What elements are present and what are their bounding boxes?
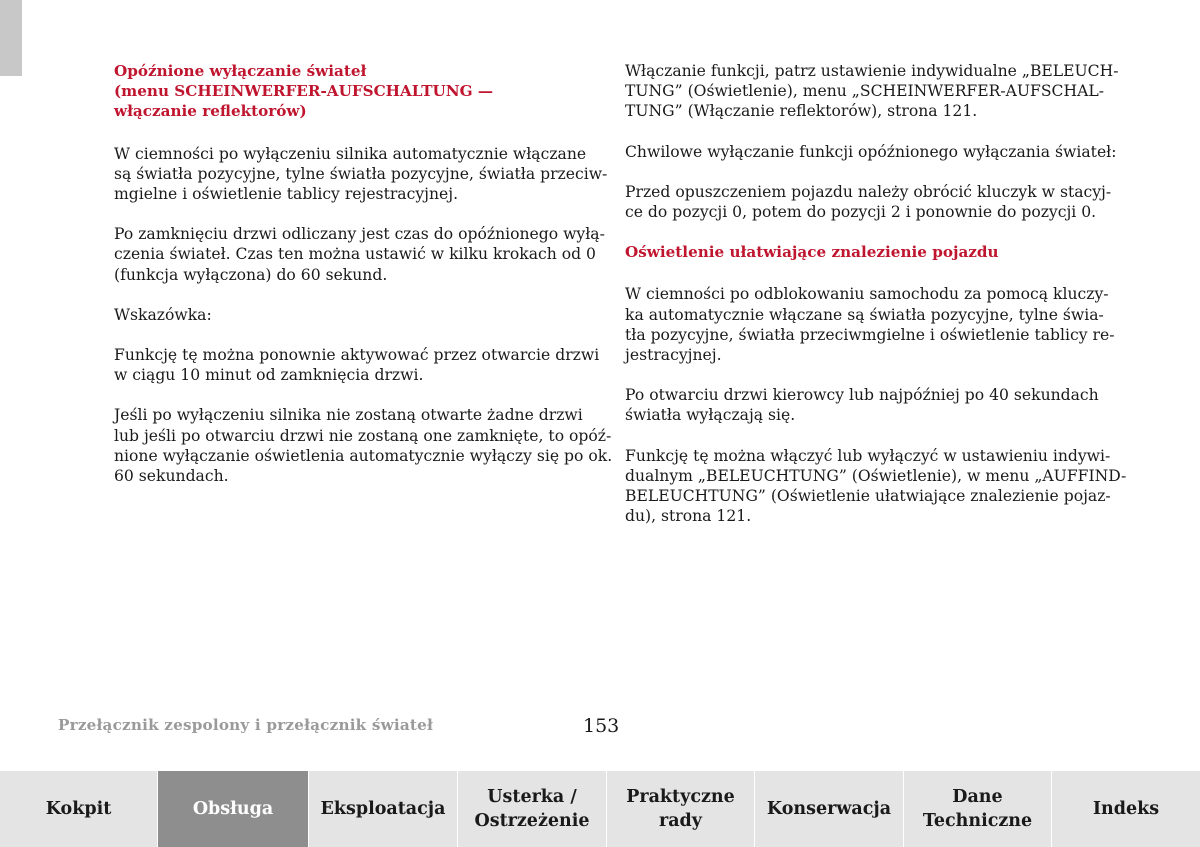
nav-tab-label bbox=[626, 785, 735, 833]
section-heading-locator-lighting: Oświetlenie ułatwiające znalezienie pojazdu bbox=[625, 243, 999, 262]
paragraph-line: mgielne i oświetlenie tablicy rejestracyjnej. bbox=[114, 185, 459, 204]
body-paragraph bbox=[114, 144, 608, 205]
nav-tab-label-line: Dane bbox=[952, 787, 1003, 807]
paragraph-line: są światła pozycyjne, tylne światła pozycyjne, światła przeciw- bbox=[114, 164, 608, 183]
paragraph-line: Funkcję tę można włączyć lub wyłączyć w ustawieniu indywi- bbox=[625, 446, 1111, 465]
chapter-navigation bbox=[0, 771, 1200, 847]
body-paragraph bbox=[114, 224, 605, 285]
body-paragraph bbox=[625, 284, 1115, 365]
body-paragraph bbox=[625, 182, 1112, 222]
nav-tab-label-line: Eksploatacja bbox=[320, 799, 446, 819]
nav-tab-label-line: Techniczne bbox=[922, 811, 1033, 831]
nav-tab-label bbox=[193, 797, 273, 821]
nav-tab-label bbox=[474, 785, 589, 833]
paragraph-line: (funkcja wyłączona) do 60 sekund. bbox=[114, 265, 388, 284]
left-column bbox=[114, 61, 613, 506]
paragraph-line: jestracyjnej. bbox=[625, 346, 722, 365]
paragraph-line: TUNG” (Oświetlenie), menu „SCHEINWERFER-AUFSCHAL- bbox=[625, 82, 1104, 101]
nav-tab[interactable] bbox=[755, 771, 904, 847]
paragraph-line: 60 sekundach. bbox=[114, 467, 229, 486]
heading-line: włączanie reflektorów) bbox=[114, 102, 307, 121]
body-paragraph bbox=[625, 446, 1127, 527]
body-paragraph bbox=[625, 61, 1119, 122]
nav-tab[interactable] bbox=[458, 771, 607, 847]
paragraph-line: du), strona 121. bbox=[625, 507, 752, 526]
body-paragraph bbox=[625, 142, 1117, 162]
nav-tab-label-line: Ostrzeżenie bbox=[474, 811, 590, 831]
paragraph-line: światła wyłączają się. bbox=[625, 406, 796, 425]
paragraph-line: ka automatycznie włączane są światła pozycyjne, tylne świa- bbox=[625, 305, 1104, 324]
nav-tab-label-line: Praktyczne bbox=[626, 787, 735, 807]
paragraph-line: Po otwarciu drzwi kierowcy lub najpóźniej po 40 sekundach bbox=[625, 386, 1099, 405]
nav-tab[interactable] bbox=[1052, 771, 1200, 847]
footer-section-title: Przełącznik zespolony i przełącznik świateł bbox=[58, 716, 434, 734]
nav-tab-label bbox=[1093, 797, 1159, 821]
nav-tab-label-line: rady bbox=[659, 811, 702, 831]
paragraph-line: Funkcję tę można ponownie aktywować przez otwarcie drzwi bbox=[114, 346, 600, 365]
paragraph-line: Włączanie funkcji, patrz ustawienie indywidualne „BELEUCH- bbox=[625, 62, 1119, 80]
nav-tab[interactable] bbox=[607, 771, 755, 847]
nav-tab[interactable] bbox=[158, 771, 309, 847]
nav-tab[interactable] bbox=[309, 771, 458, 847]
body-paragraph bbox=[114, 345, 600, 385]
paragraph-line: lub jeśli po otwarciu drzwi nie zostaną one zamknięte, to opóź- bbox=[114, 426, 612, 445]
paragraph-line: w ciągu 10 minut od zamknięcia drzwi. bbox=[114, 366, 424, 385]
nav-tab-label-line: Usterka / bbox=[487, 787, 577, 807]
paragraph-line: nione wyłączanie oświetlenia automatycznie wyłączy się po ok. bbox=[114, 446, 613, 465]
paragraph-line: Przed opuszczeniem pojazdu należy obrócić kluczyk w stacyj- bbox=[625, 182, 1112, 201]
paragraph-line: TUNG” (Włączanie reflektorów), strona 121. bbox=[625, 102, 978, 121]
paragraph-line: tła pozycyjne, światła przeciwmgielne i oświetlenie tablicy re- bbox=[625, 325, 1115, 344]
heading-line: Opóźnione wyłączanie świateł bbox=[114, 62, 367, 80]
paragraph-line: Po zamknięciu drzwi odliczany jest czas do opóźnionego wyłą- bbox=[114, 225, 605, 244]
paragraph-line: dualnym „BELEUCHTUNG” (Oświetlenie), w menu „AUFFIND- bbox=[625, 466, 1127, 485]
paragraph-line: BELEUCHTUNG” (Oświetlenie ułatwiające znalezienie pojaz- bbox=[625, 487, 1111, 506]
section-heading-delayed-lights bbox=[114, 61, 575, 122]
paragraph-line: Jeśli po wyłączeniu silnika nie zostaną otwarte żadne drzwi bbox=[114, 406, 583, 425]
paragraph-line: ce do pozycji 0, potem do pozycji 2 i ponownie do pozycji 0. bbox=[625, 203, 1097, 222]
body-paragraph bbox=[625, 385, 1099, 425]
nav-tab-label-line: Konserwacja bbox=[766, 799, 892, 819]
nav-tab-label bbox=[923, 785, 1032, 833]
paragraph-line: czenia świateł. Czas ten można ustawić w kilku krokach od 0 bbox=[114, 245, 596, 264]
page-edge-tab bbox=[0, 0, 22, 76]
paragraph-line: Wskazówka: bbox=[114, 305, 212, 324]
nav-tab-label bbox=[46, 797, 112, 821]
right-column bbox=[625, 61, 1127, 546]
body-paragraph bbox=[114, 305, 575, 325]
heading-line: (menu SCHEINWERFER-AUFSCHALTUNG — bbox=[114, 82, 494, 101]
nav-tab[interactable] bbox=[0, 771, 158, 847]
page-number: 153 bbox=[583, 715, 620, 737]
nav-tab-label-line: Kokpit bbox=[45, 799, 112, 819]
paragraph-line: W ciemności po odblokowaniu samochodu za pomocą kluczy- bbox=[625, 285, 1109, 304]
nav-tab-label bbox=[767, 797, 891, 821]
nav-tab-label-line: Obsługa bbox=[192, 799, 274, 819]
nav-tab[interactable] bbox=[904, 771, 1052, 847]
paragraph-line: Chwilowe wyłączanie funkcji opóźnionego wyłączania świateł: bbox=[625, 142, 1117, 161]
paragraph-line: W ciemności po wyłączeniu silnika automatycznie włączane bbox=[114, 144, 587, 163]
nav-tab-label bbox=[321, 797, 446, 821]
body-paragraph bbox=[114, 405, 613, 486]
nav-tab-label-line: Indeks bbox=[1092, 799, 1160, 819]
